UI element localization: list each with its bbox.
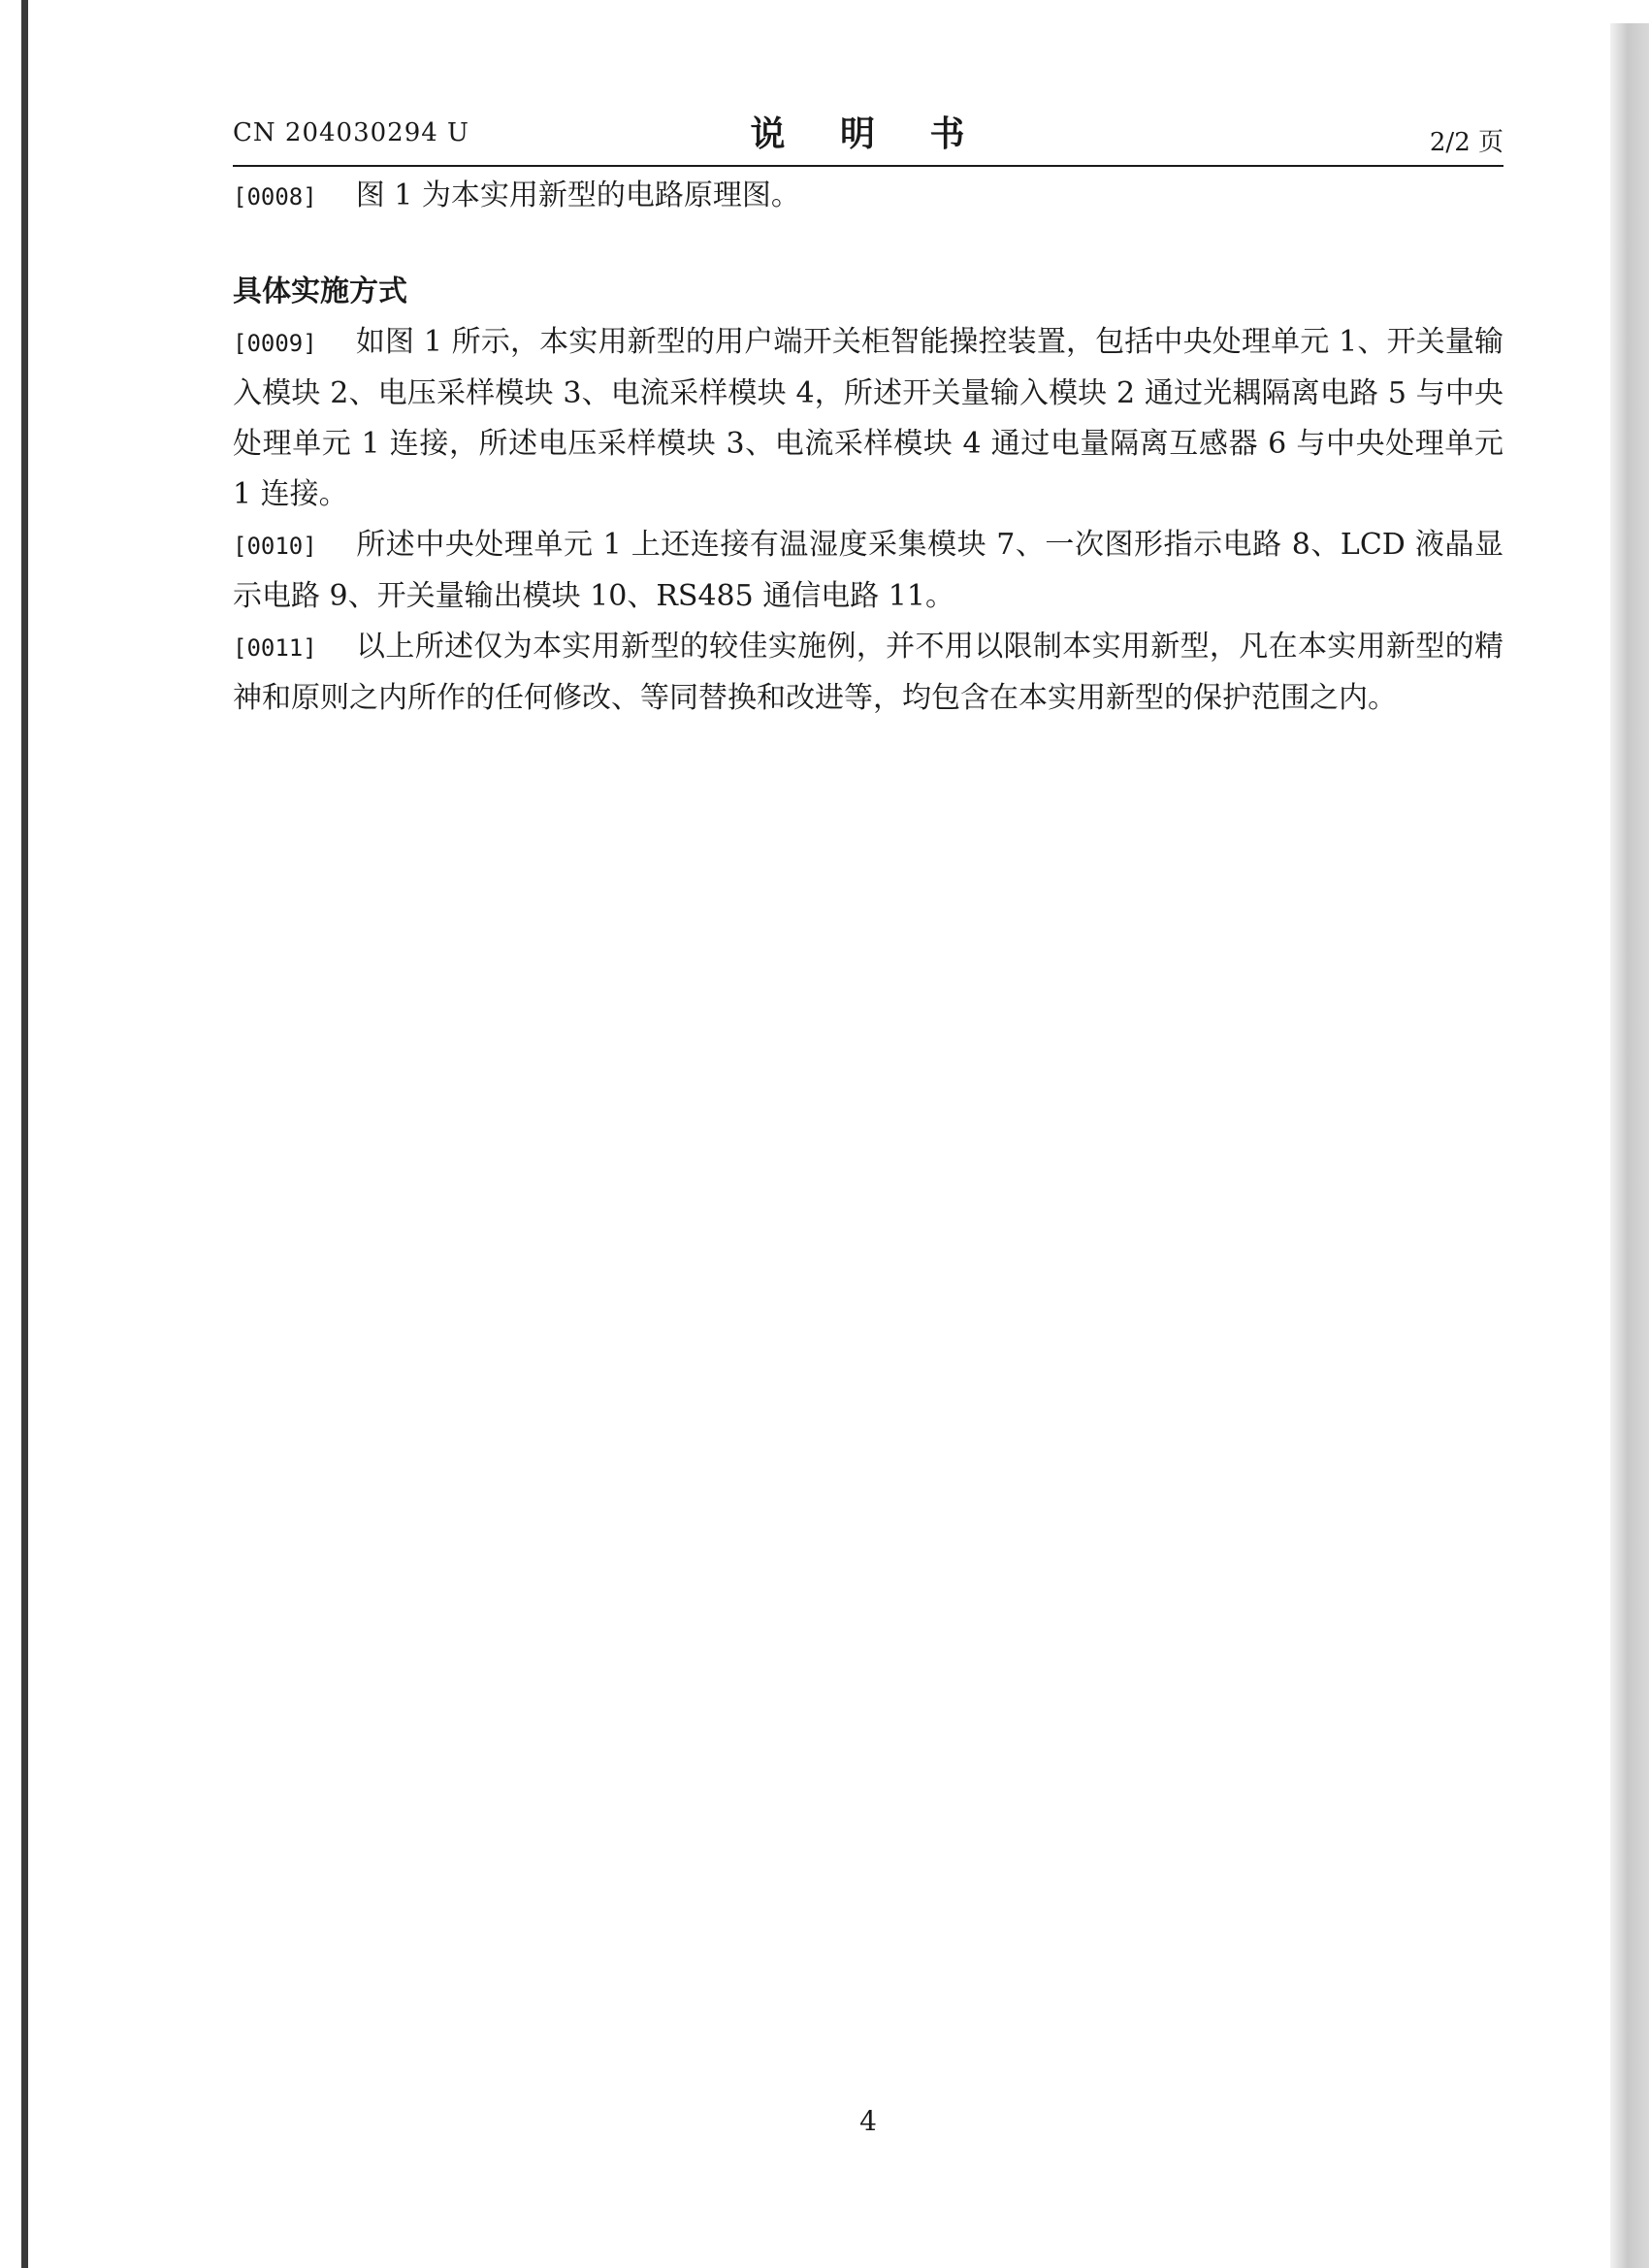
paragraph-text: 以上所述仅为本实用新型的较佳实施例，并不用以限制本实用新型，凡在本实用新型的精神和原则之内所作的任何修改、等同替换和改进等，均包含在本实用新型的保护范围之内。 <box>233 630 1504 715</box>
paragraph-0009 <box>233 317 1504 520</box>
paragraph-number: [0010] <box>233 533 317 560</box>
section-heading: 具体实施方式 <box>233 275 407 308</box>
paragraph-text: 所述中央处理单元 1 上还连接有温湿度采集模块 7、一次图形指示电路 8、LCD 液晶显示电路 9、开关量输出模块 10、RS485 通信电路 11。 <box>233 528 1504 613</box>
page-header <box>233 105 1504 167</box>
paragraph-0010 <box>233 520 1504 622</box>
scan-edge-left <box>21 0 28 2268</box>
document-title: 说 明 书 <box>750 114 986 154</box>
paragraph-number: [0011] <box>233 634 317 662</box>
paragraph-text: 如图 1 所示，本实用新型的用户端开关柜智能操控装置，包括中央处理单元 1、开关量输入模块 2、电压采样模块 3、电流采样模块 4，所述开关量输入模块 2 通过光耦隔离电路 5 与中央处理单元 1 连接，所述电压采样模块 3、电流采样模块 4 通过电量隔离互感器 6 与中央处理单元 1 连接。 <box>233 325 1504 511</box>
paragraph-number: [0008] <box>233 183 317 211</box>
document-page <box>233 0 1504 2268</box>
document-body <box>233 171 1504 724</box>
paragraph-0011 <box>233 622 1504 724</box>
page-count: 2/2 页 <box>1429 128 1504 157</box>
scan-edge-right <box>1610 23 1649 2268</box>
paragraph-text: 图 1 为本实用新型的电路原理图。 <box>355 178 800 212</box>
document-number: CN 204030294 U <box>233 118 469 147</box>
paragraph-number: [0009] <box>233 330 317 357</box>
page-number: 4 <box>859 2105 877 2137</box>
paragraph-0008 <box>233 171 1504 222</box>
